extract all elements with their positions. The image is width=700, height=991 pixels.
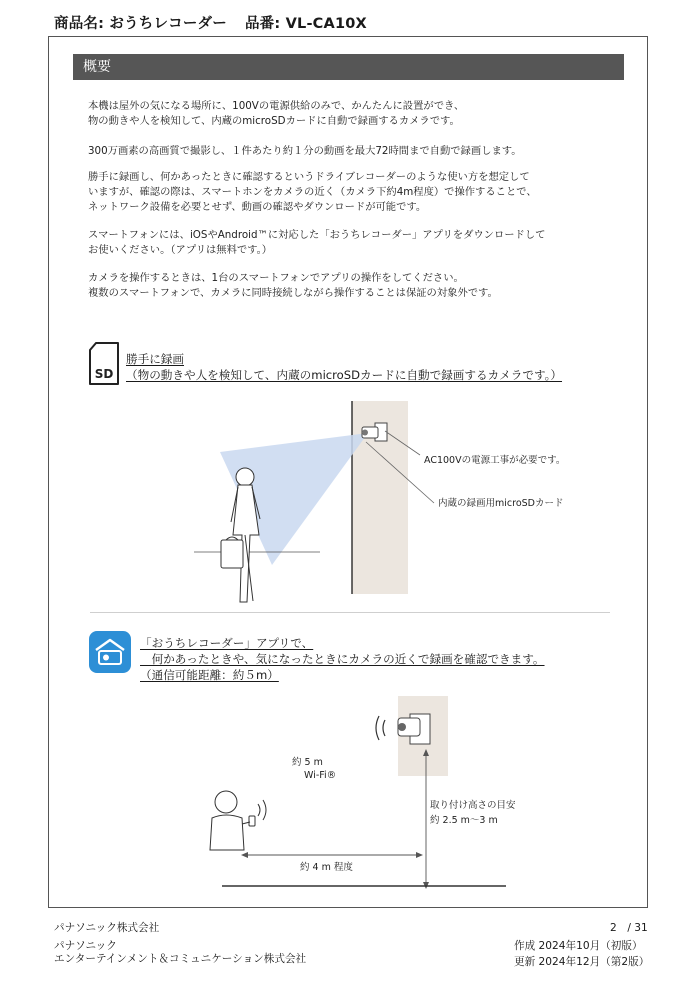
wifi-label: Wi-Fi® (304, 770, 337, 781)
section-title: 概要 (73, 54, 624, 80)
intro-paragraph-3: 勝手に録画し、何かあったときに確認するというドライブレコーダーのような使い方を想定して いますが、確認の際は、スマートホンをカメラの近く（カメラ下約4m程度）で操作することで、 ネットワーク設備を必要とせず、動画の確認やダウンロードが可能です。 (88, 171, 537, 213)
section-divider (90, 612, 610, 613)
intro-paragraph-5: カメラを操作するときは、1台のスマートフォンでアプリの操作をしてください。 複数のスマートフォンで、カメラに同時接続しながら操作することは保証の対象外です。 (88, 272, 498, 299)
callout-sd: 内蔵の録画用microSDカード (438, 498, 564, 509)
svg-text:SD: SD (94, 367, 114, 381)
feature2-line-3: （通信可能距離：約５m） (140, 668, 279, 682)
created-date: 作成 2024年10月（初版） (514, 940, 643, 952)
feature1-label (126, 351, 562, 383)
product-name: 商品名: おうちレコーダー (54, 16, 227, 32)
distance-label: 約 5 m (292, 757, 323, 768)
phone-signal-icon (258, 800, 266, 820)
feature2-line-1: 「おうちレコーダー」アプリで、 (140, 636, 314, 650)
updated-date: 更新 2024年12月（第2版） (514, 956, 650, 968)
wifi-waves-icon (376, 716, 385, 740)
app-camera-icon (89, 631, 131, 673)
sd-card-icon (88, 342, 120, 386)
feature2-line-2: 何かあったときや、気になったときにカメラの近くで録画を確認できます。 (140, 652, 545, 666)
page-number: 2 / 31 (610, 922, 648, 934)
intro-paragraph-4: スマートフォンには、iOSやAndroid™に対応した「おうちレコーダー」アプリをダウンロードして お使いください。（アプリは無料です。） (88, 229, 546, 256)
feature1-title: 勝手に録画 (126, 352, 184, 366)
ground-distance-label: 約 4 m 程度 (300, 862, 353, 873)
user-with-phone-icon (210, 791, 255, 850)
callout-power: AC100Vの電源工事が必要です。 (424, 455, 566, 466)
mount-height-title: 取り付け高さの目安 (430, 800, 516, 811)
recording-illustration (180, 395, 630, 605)
app-distance-illustration (180, 690, 580, 900)
intro-paragraph-2: 300万画素の高画質で撮影し、１件あたり約１分の動画を最大72時間まで自動で録画します。 (88, 145, 522, 157)
product-header (54, 12, 367, 33)
intro-paragraph-1: 本機は屋外の気になる場所に、100Vの電源供給のみで、かんたんに設置ができ、 物の動きや人を検知して、内蔵のmicroSDカードに自動で録画するカメラです。 (88, 100, 465, 127)
company-name-1: パナソニック株式会社 (54, 922, 160, 934)
feature2-label (140, 635, 545, 683)
mount-height-value: 約 2.5 m～3 m (430, 815, 498, 826)
company-name-2: パナソニック エンターテインメント＆コミュニケーション株式会社 (54, 940, 307, 965)
model-number: 品番: VL-CA10X (244, 16, 367, 32)
feature1-subtitle: （物の動きや人を検知して、内蔵のmicroSDカードに自動で録画するカメラです。） (126, 368, 563, 382)
